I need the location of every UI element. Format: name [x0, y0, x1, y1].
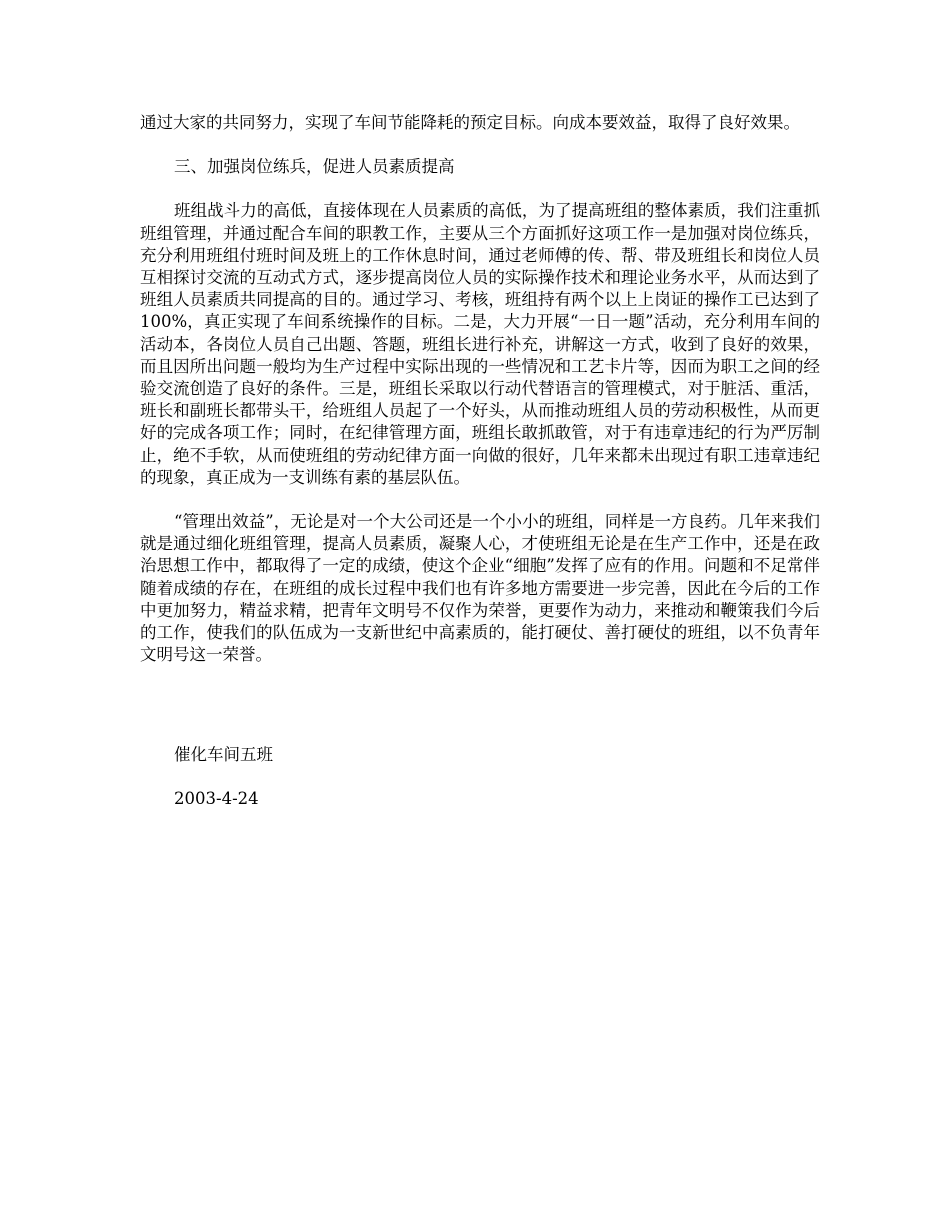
paragraph-intro: 通过大家的共同努力，实现了车间节能降耗的预定目标。向成本要效益，取得了良好效果。 [140, 113, 800, 132]
paragraph-body: 班组战斗力的高低，直接体现在人员素质的高低，为了提高班组的整体素质，我们注重抓班组管理，并通过配合车间的职教工作，主要从三个方面抓好这项工作一是加强对岗位练兵，充分利用班组付班时间及班上的工作休息时间，通过老师傅的传、帮、带及班组长和岗位人员互相探讨交流的互动式方式，逐步提高岗位人员的实际操作技术和理论业务水平，从而达到了班组人员素质共同提高的目的。通过学习、考核，班组持有两个以上上岗证的操作工已达到了100%，真正实现了车间系统操作的目标。二是，大力开展“一日一题”活动，充分利用车间的活动本，各岗位人员自己出题、答题，班组长进行补充，讲解这一方式，收到了良好的效果，而且因所出问题一般均为生产过程中实际出现的一些情况和工艺卡片等，因而为职工之间的经验交流创造了良好的条件。三是，班组长采取以行动代替语言的管理模式，对于脏活、重活，班长和副班长都带头干，给班组人员起了一个好头，从而推动班组人员的劳动积极性，从而更好的完成各项工作；同时，在纪律管理方面，班组长敢抓敢管，对于有违章违纪的行为严厉制止，绝不手软，从而使班组的劳动纪律方面一向做的很好，几年来都未出现过有职工违章违纪的现象，真正成为一支训练有素的基层队伍。 [140, 201, 820, 487]
section-heading: 三、加强岗位练兵，促进人员素质提高 [174, 157, 455, 177]
date: 2003-4-24 [174, 789, 259, 809]
signature: 催化车间五班 [174, 745, 273, 765]
document-page [140, 112, 820, 810]
paragraph-conclusion: “管理出效益”，无论是对一个大公司还是一个小小的班组，同样是一方良药。几年来我们就是通过细化班组管理，提高人员素质，凝聚人心，才使班组无论是在生产工作中，还是在政治思想工作中，都取得了一定的成绩，使这个企业“细胞”发挥了应有的作用。问题和不足常伴随着成绩的存在，在班组的成长过程中我们也有许多地方需要进一步完善，因此在今后的工作中更加努力，精益求精，把青年文明号不仅作为荣誉，更要作为动力，来推动和鞭策我们今后的工作，使我们的队伍成为一支新世纪中高素质的，能打硬仗、善打硬仗的班组，以不负青年文明号这一荣誉。 [140, 512, 820, 665]
